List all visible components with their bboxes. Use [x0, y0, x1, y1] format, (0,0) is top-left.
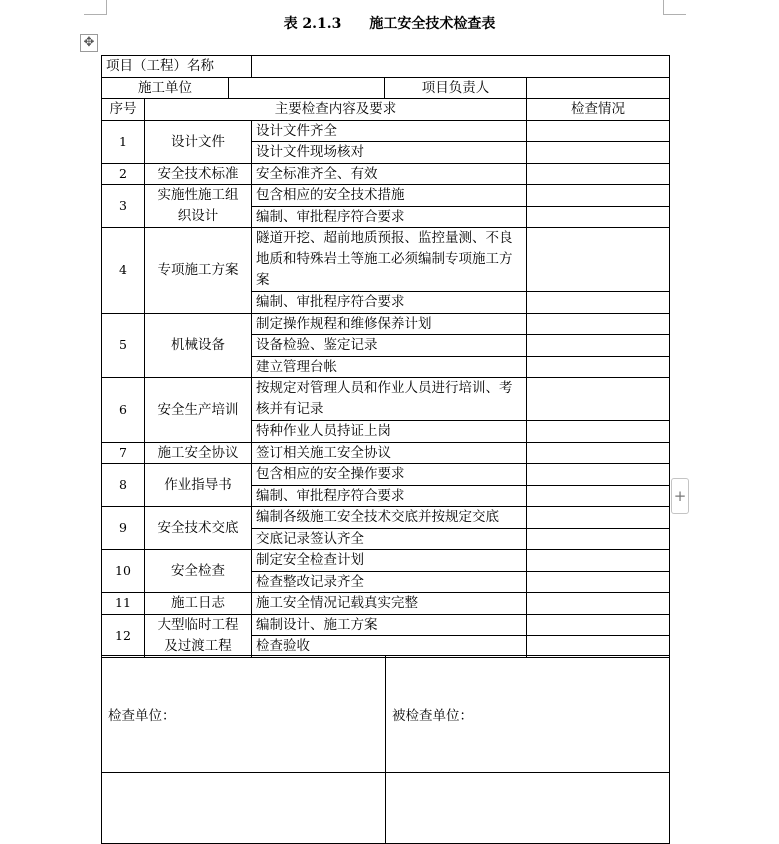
- inspection-result-cell[interactable]: [527, 163, 670, 185]
- item-category: 大型临时工程及过渡工程: [145, 614, 252, 657]
- item-seq: 4: [102, 228, 145, 314]
- inspection-result-cell[interactable]: [527, 593, 670, 615]
- item-requirement: 编制、审批程序符合要求: [252, 292, 527, 314]
- item-seq: 8: [102, 464, 145, 507]
- item-seq: 6: [102, 378, 145, 443]
- item-requirement: 按规定对管理人员和作业人员进行培训、考核并有记录: [252, 378, 527, 421]
- item-requirement: 安全标准齐全、有效: [252, 163, 527, 185]
- signature-table: [101, 655, 670, 844]
- inspection-result-cell[interactable]: [527, 356, 670, 378]
- inspection-result-cell[interactable]: [527, 614, 670, 636]
- add-row-icon[interactable]: +: [671, 478, 689, 514]
- item-requirement: 制定操作规程和维修保养计划: [252, 313, 527, 335]
- item-seq: 12: [102, 614, 145, 657]
- inspected-sign-cell[interactable]: [386, 773, 670, 844]
- item-requirement: 制定安全检查计划: [252, 550, 527, 572]
- table-row: [102, 378, 670, 421]
- project-manager-label: 项目负责人: [385, 77, 527, 99]
- page-title: 表 2.1.3 施工安全技术检查表: [283, 16, 496, 32]
- project-manager-value[interactable]: [527, 77, 670, 99]
- item-seq: 2: [102, 163, 145, 185]
- item-requirement: 签订相关施工安全协议: [252, 442, 527, 464]
- table-row: [102, 120, 670, 142]
- inspection-result-cell[interactable]: [527, 206, 670, 228]
- column-header-row: [102, 99, 670, 121]
- item-requirement: 设计文件现场核对: [252, 142, 527, 164]
- inspection-table: [101, 55, 670, 658]
- inspection-result-cell[interactable]: [527, 313, 670, 335]
- inspection-result-cell[interactable]: [527, 378, 670, 421]
- inspection-result-cell[interactable]: [527, 335, 670, 357]
- inspection-result-cell[interactable]: [527, 228, 670, 292]
- inspection-result-cell[interactable]: [527, 528, 670, 550]
- inspector-unit-cell[interactable]: [102, 656, 386, 773]
- item-category: 设计文件: [145, 120, 252, 163]
- item-seq: 10: [102, 550, 145, 593]
- item-category: 施工安全协议: [145, 442, 252, 464]
- item-category: 实施性施工组织设计: [145, 185, 252, 228]
- project-name-label: 项目（工程）名称: [102, 56, 252, 78]
- item-category: 机械设备: [145, 313, 252, 378]
- item-seq: 11: [102, 593, 145, 615]
- inspection-result-cell[interactable]: [527, 464, 670, 486]
- project-name-row: [102, 56, 670, 78]
- item-requirement: 建立管理台帐: [252, 356, 527, 378]
- item-requirement: 编制各级施工安全技术交底并按规定交底: [252, 507, 527, 529]
- inspection-result-cell[interactable]: [527, 571, 670, 593]
- table-row: [102, 163, 670, 185]
- item-requirement: 施工安全情况记载真实完整: [252, 593, 527, 615]
- col-result-header: 检查情况: [527, 99, 670, 121]
- item-category: 专项施工方案: [145, 228, 252, 314]
- table-move-icon[interactable]: ✥: [80, 34, 98, 52]
- inspection-result-cell[interactable]: [527, 442, 670, 464]
- inspection-result-cell[interactable]: [527, 185, 670, 207]
- item-requirement: 包含相应的安全技术措施: [252, 185, 527, 207]
- item-category: 作业指导书: [145, 464, 252, 507]
- item-category: 施工日志: [145, 593, 252, 615]
- inspected-unit-cell[interactable]: [386, 656, 670, 773]
- table-row: [102, 593, 670, 615]
- table-row: [102, 313, 670, 335]
- item-requirement: 设计文件齐全: [252, 120, 527, 142]
- item-seq: 9: [102, 507, 145, 550]
- item-category: 安全生产培训: [145, 378, 252, 443]
- inspection-result-cell[interactable]: [527, 142, 670, 164]
- col-content-header: 主要检查内容及要求: [145, 99, 527, 121]
- table-row: [102, 464, 670, 486]
- inspector-unit-label: 检查单位：: [108, 708, 176, 724]
- inspection-result-cell[interactable]: [527, 550, 670, 572]
- inspector-sign-cell[interactable]: [102, 773, 386, 844]
- item-requirement: 隧道开挖、超前地质预报、监控量测、不良地质和特殊岩土等施工必须编制专项施工方案: [252, 228, 527, 292]
- table-row: [102, 550, 670, 572]
- item-seq: 3: [102, 185, 145, 228]
- construction-unit-label: 施工单位: [102, 77, 229, 99]
- item-category: 安全检查: [145, 550, 252, 593]
- item-seq: 1: [102, 120, 145, 163]
- project-name-value[interactable]: [252, 56, 670, 78]
- item-requirement: 检查验收: [252, 636, 527, 658]
- item-seq: 5: [102, 313, 145, 378]
- construction-unit-value[interactable]: [229, 77, 385, 99]
- inspection-result-cell[interactable]: [527, 421, 670, 443]
- item-requirement: 编制、审批程序符合要求: [252, 206, 527, 228]
- table-row: [102, 614, 670, 636]
- item-seq: 7: [102, 442, 145, 464]
- item-requirement: 编制、审批程序符合要求: [252, 485, 527, 507]
- item-requirement: 特种作业人员持证上岗: [252, 421, 527, 443]
- inspected-unit-label: 被检查单位：: [392, 708, 473, 724]
- table-row: [102, 507, 670, 529]
- item-requirement: 编制设计、施工方案: [252, 614, 527, 636]
- item-category: 安全技术交底: [145, 507, 252, 550]
- col-seq-header: 序号: [102, 99, 145, 121]
- inspection-result-cell[interactable]: [527, 636, 670, 658]
- table-row: [102, 228, 670, 292]
- unit-row: [102, 77, 670, 99]
- inspection-result-cell[interactable]: [527, 507, 670, 529]
- item-requirement: 交底记录签认齐全: [252, 528, 527, 550]
- inspection-result-cell[interactable]: [527, 485, 670, 507]
- item-requirement: 检查整改记录齐全: [252, 571, 527, 593]
- table-row: [102, 442, 670, 464]
- inspection-result-cell[interactable]: [527, 292, 670, 314]
- item-requirement: 设备检验、鉴定记录: [252, 335, 527, 357]
- inspection-result-cell[interactable]: [527, 120, 670, 142]
- item-category: 安全技术标准: [145, 163, 252, 185]
- item-requirement: 包含相应的安全操作要求: [252, 464, 527, 486]
- table-row: [102, 185, 670, 207]
